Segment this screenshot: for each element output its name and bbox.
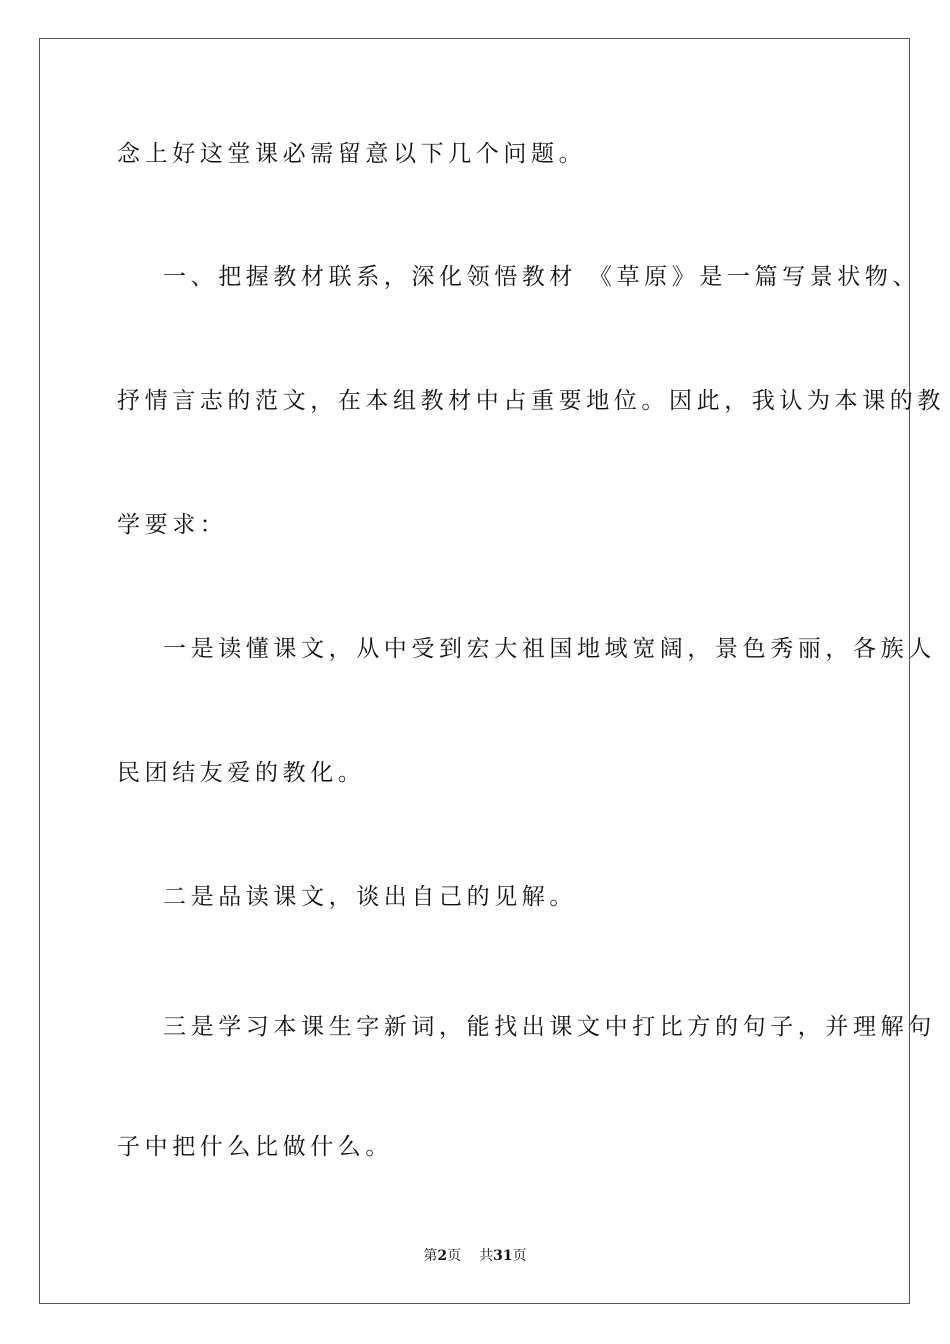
total-pages: 31 xyxy=(493,1248,513,1264)
paragraph-line: 子中把什么比做什么。 xyxy=(117,1134,393,1160)
paragraph-line: 念上好这堂课必需留意以下几个问题。 xyxy=(117,141,587,167)
paragraph-line: 学要求： xyxy=(117,512,228,538)
total-prefix: 共 xyxy=(479,1248,494,1264)
paragraph-line: 抒情言志的范文，在本组教材中占重要地位。因此，我认为本课的教 xyxy=(117,388,945,414)
page-frame xyxy=(39,38,945,1304)
paragraph-line: 民团结友爱的教化。 xyxy=(117,760,366,786)
paragraph-line: 二是品读课文，谈出自己的见解。 xyxy=(163,884,577,910)
page-suffix: 页 xyxy=(447,1248,462,1264)
page-footer xyxy=(0,1247,950,1265)
paragraph-line: 三是学习本课生字新词，能找出课文中打比方的句子，并理解句 xyxy=(163,1014,936,1040)
total-suffix: 页 xyxy=(512,1248,527,1264)
page-prefix: 第 xyxy=(423,1248,438,1264)
paragraph-line: 一是读懂课文，从中受到宏大祖国地域宽阔，景色秀丽，各族人 xyxy=(163,636,936,662)
page-number: 2 xyxy=(437,1248,448,1264)
paragraph-line: 一、把握教材联系，深化领悟教材 《草原》是一篇写景状物、 xyxy=(163,264,921,290)
